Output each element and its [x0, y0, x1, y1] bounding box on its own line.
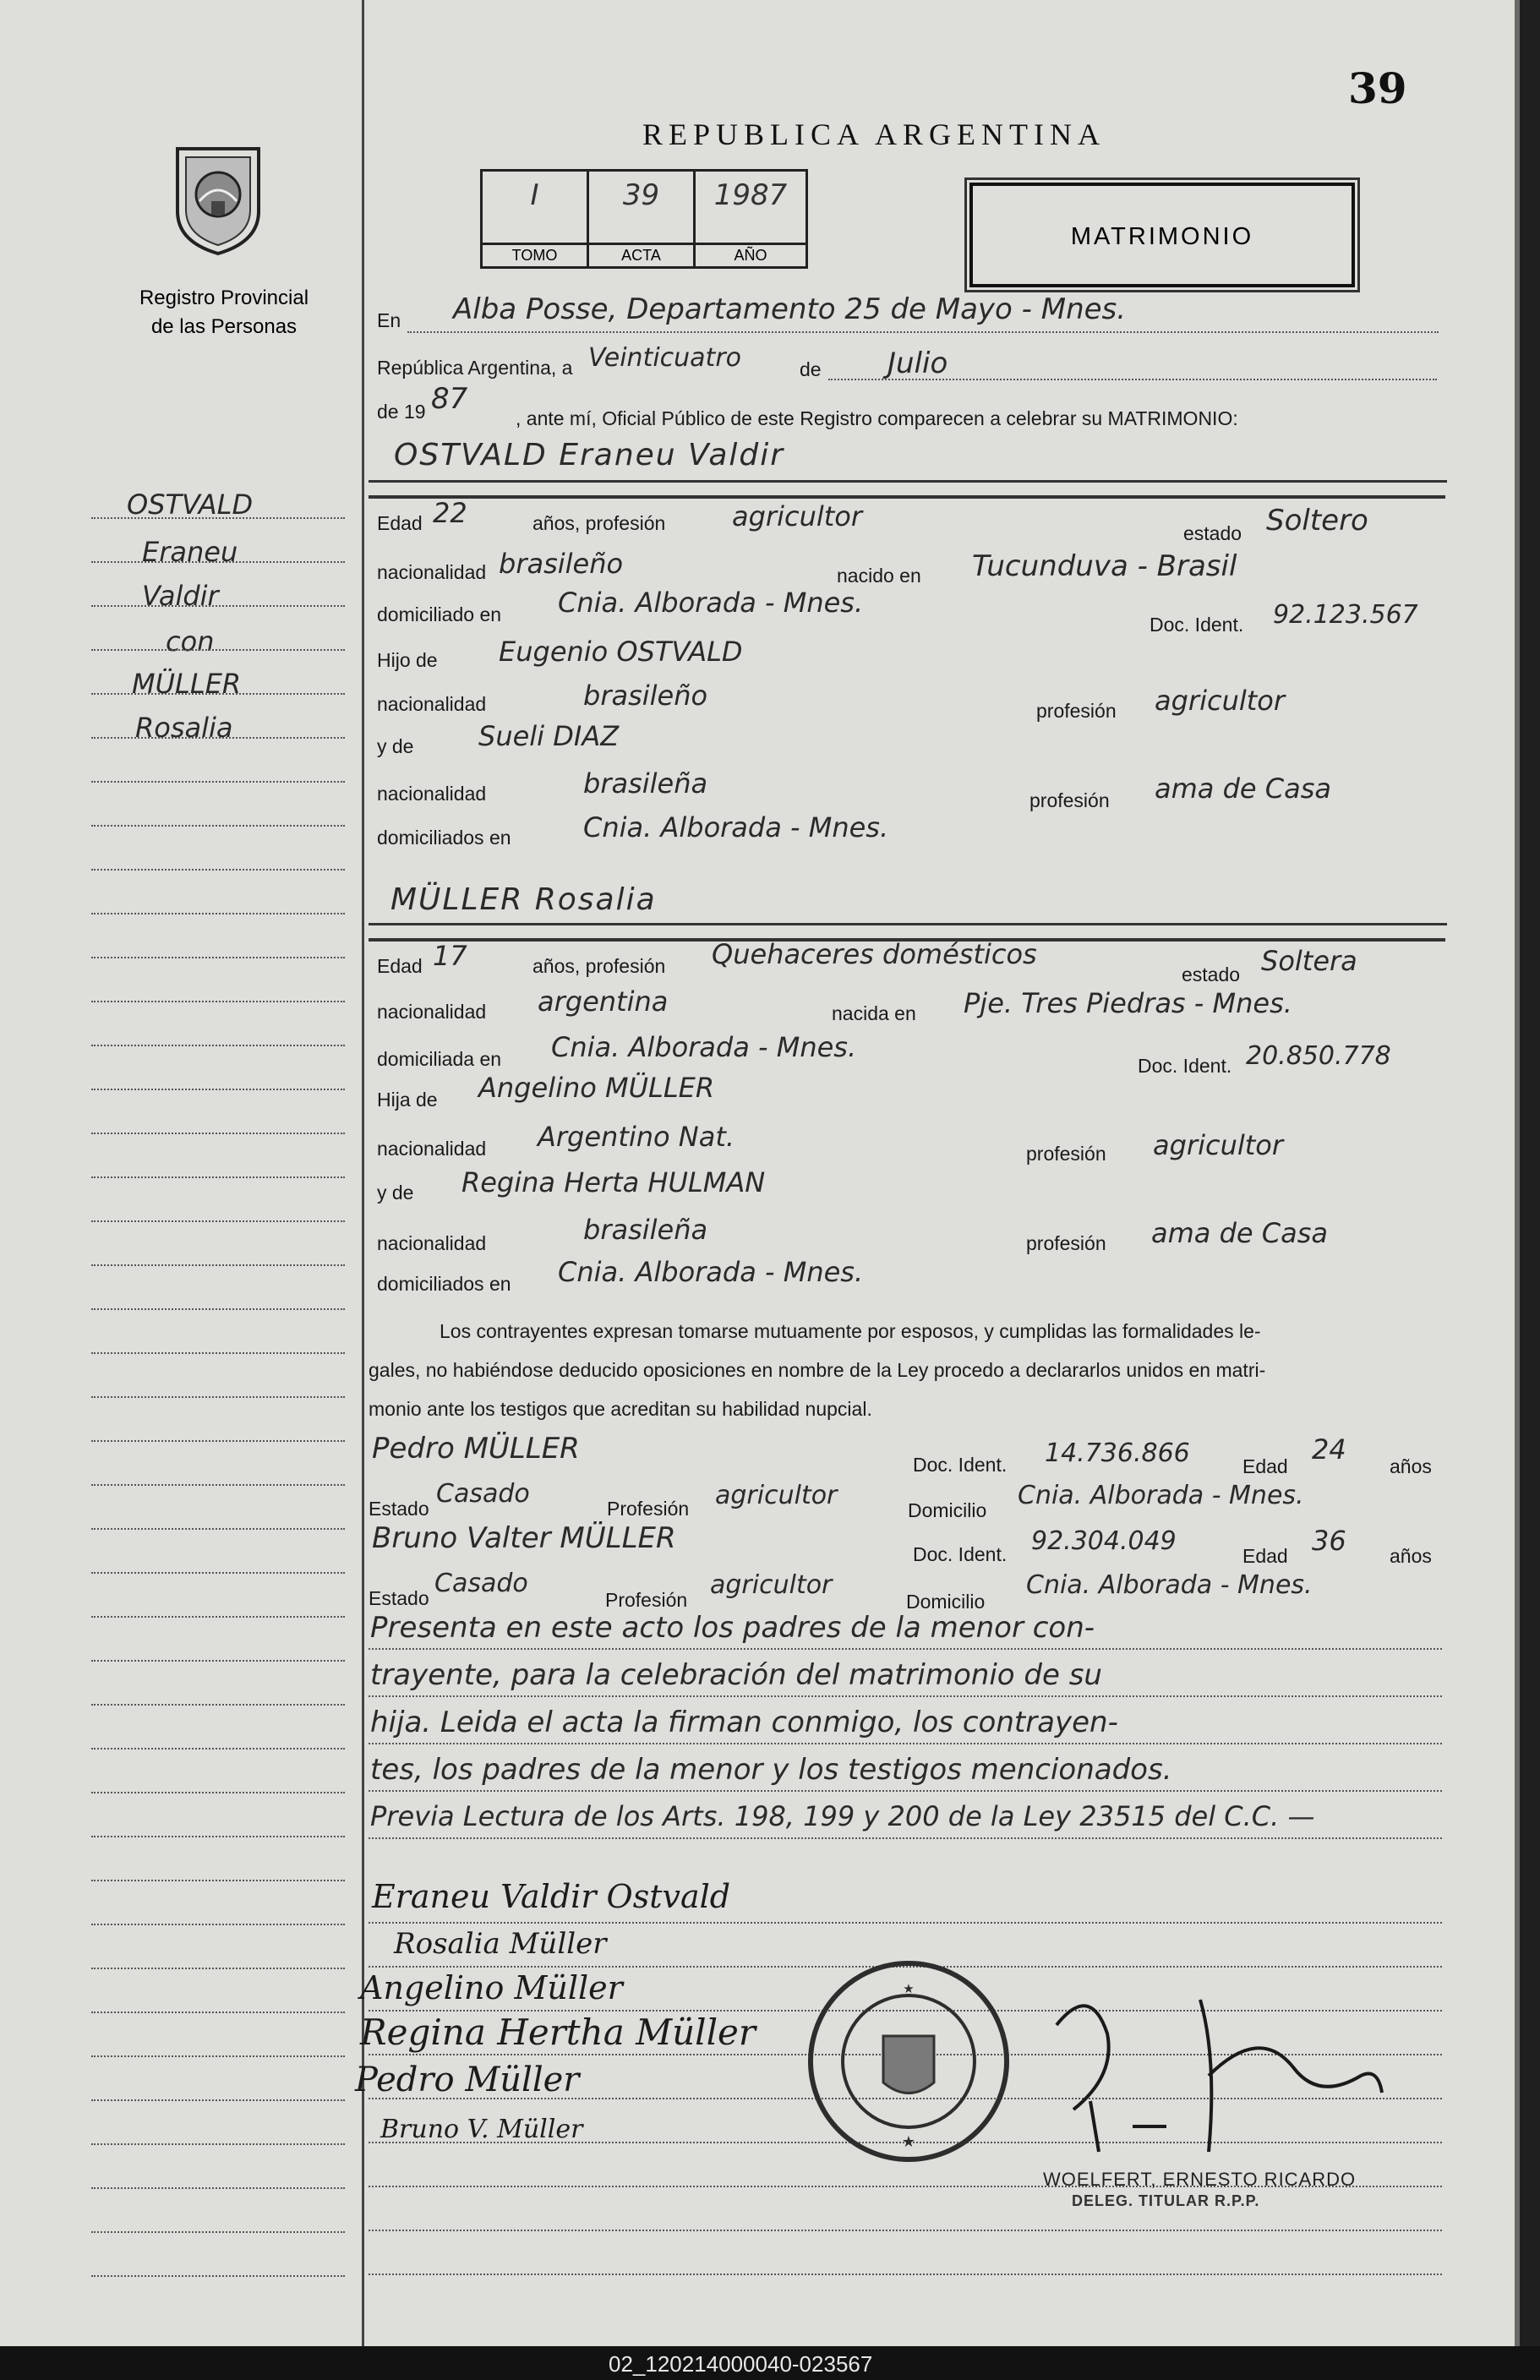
- label-y-de: y de: [377, 735, 414, 757]
- witness-profession: agricultor: [710, 1570, 833, 1600]
- signature-witness-2: Bruno V. Müller: [380, 2115, 583, 2144]
- bride-mother-nationality: brasileña: [583, 1214, 708, 1246]
- signature-groom: Eraneu Valdir Ostvald: [372, 1878, 731, 1915]
- signature-bride-mother: Regina Hertha Müller: [360, 2012, 756, 2053]
- tomo-cell: [483, 172, 589, 266]
- anio-cell: [696, 172, 805, 266]
- acta-cell: [589, 172, 696, 266]
- bride-address: Cnia. Alborada - Mnes.: [551, 1031, 857, 1063]
- witness-age: 24: [1312, 1433, 1346, 1466]
- bride-age: 17: [433, 940, 467, 972]
- label-domicilio: Domicilio: [908, 1499, 987, 1521]
- label-domiciliada: domiciliada en: [377, 1048, 502, 1070]
- note-line: hija. Leida el acta la firman conmigo, los contrayen-: [370, 1706, 1118, 1739]
- label-doc-ident: Doc. Ident.: [913, 1454, 1008, 1476]
- label-nacionalidad-madre: nacionalidad: [377, 1232, 487, 1254]
- page-number: 39: [1348, 63, 1407, 113]
- margin-note-line: Eraneu: [142, 536, 238, 568]
- bride-name: MÜLLER Rosalia: [390, 882, 657, 917]
- bride-doc: 20.850.778: [1246, 1041, 1391, 1071]
- scan-id: 02_120214000040-023567: [609, 2351, 873, 2377]
- label-republica: República Argentina, a: [377, 357, 573, 379]
- groom-mother-profession: ama de Casa: [1155, 772, 1331, 805]
- tomo-label: TOMO: [483, 243, 587, 265]
- bride-birthplace: Pje. Tres Piedras - Mnes.: [964, 987, 1292, 1019]
- label-domiciliados: domiciliados en: [377, 1273, 511, 1295]
- label-estado: Estado: [369, 1587, 429, 1609]
- bride-parents-address: Cnia. Alborada - Mnes.: [558, 1256, 864, 1288]
- margin-note-line: Rosalia: [135, 712, 233, 744]
- groom-profession: agricultor: [732, 500, 863, 532]
- acta-label: ACTA: [589, 243, 693, 265]
- label-profesion: Profesión: [607, 1498, 690, 1520]
- label-nacionalidad-padre: nacionalidad: [377, 693, 487, 715]
- registry-stamp-icon: [803, 1956, 1014, 2167]
- registry-line-2: de las Personas: [150, 315, 298, 338]
- label-nacido-en: nacido en: [837, 565, 921, 587]
- margin-note-line: con: [166, 625, 215, 658]
- witness-doc: 14.736.866: [1045, 1438, 1190, 1468]
- marriage-day: Veinticuatro: [588, 343, 742, 373]
- declaration-line: monio ante los testigos que acreditan su habilidad nupcial.: [369, 1398, 872, 1420]
- registry-line-1: Registro Provincial: [139, 287, 309, 309]
- label-doc-ident: Doc. Ident.: [1138, 1055, 1232, 1077]
- svg-text:★: ★: [901, 2133, 916, 2150]
- label-profesion-madre: profesión: [1026, 1232, 1106, 1254]
- witness-address: Cnia. Alborada - Mnes.: [1018, 1481, 1304, 1510]
- label-profesion-padre: profesión: [1036, 700, 1117, 722]
- label-nacida-en: nacida en: [832, 1002, 916, 1024]
- label-hijo-de: Hijo de: [377, 649, 438, 671]
- label-domiciliados: domiciliados en: [377, 827, 511, 849]
- label-doc-ident: Doc. Ident.: [913, 1543, 1008, 1565]
- label-estado: Estado: [369, 1498, 429, 1520]
- witness-age: 36: [1312, 1525, 1346, 1557]
- marriage-place: Alba Posse, Departamento 25 de Mayo - Mnes.: [453, 292, 1127, 326]
- label-nacionalidad-padre: nacionalidad: [377, 1138, 487, 1160]
- record-number-box: [480, 169, 808, 269]
- marriage-year: 87: [431, 382, 468, 416]
- label-edad: Edad: [1242, 1545, 1288, 1567]
- label-y-de: y de: [377, 1182, 414, 1204]
- officer-name: WOELFERT, ERNESTO RICARDO: [1043, 2169, 1357, 2190]
- label-edad: Edad: [377, 512, 423, 534]
- bride-profession: Quehaceres domésticos: [712, 938, 1037, 970]
- groom-birthplace: Tucunduva - Brasil: [972, 549, 1237, 583]
- groom-nationality: brasileño: [499, 548, 624, 580]
- declaration-line: gales, no habiéndose deducido oposiciones en nombre de la Ley procedo a declararlos unidos en matri-: [369, 1359, 1266, 1381]
- groom-parents-address: Cnia. Alborada - Mnes.: [583, 811, 889, 843]
- note-line: trayente, para la celebración del matrimonio de su: [370, 1658, 1102, 1692]
- groom-father: Eugenio OSTVALD: [499, 636, 743, 668]
- label-anos-profesion: años, profesión: [532, 512, 666, 534]
- label-profesion: Profesión: [605, 1589, 688, 1611]
- note-line: tes, los padres de la menor y los testigos mencionados.: [370, 1753, 1172, 1787]
- label-estado: estado: [1182, 963, 1241, 985]
- registry-name: [110, 284, 338, 341]
- label-domiciliado: domiciliado en: [377, 603, 502, 625]
- label-profesion-madre: profesión: [1029, 789, 1110, 811]
- bride-civil-state: Soltera: [1261, 945, 1357, 977]
- label-nacionalidad: nacionalidad: [377, 1001, 487, 1023]
- label-anos: años: [1390, 1455, 1432, 1477]
- signature-bride: Rosalia Müller: [394, 1927, 607, 1961]
- label-hija-de: Hija de: [377, 1089, 438, 1111]
- groom-father-nationality: brasileño: [583, 680, 708, 712]
- witness-profession: agricultor: [715, 1481, 838, 1510]
- groom-name: OSTVALD Eraneu Valdir: [394, 438, 785, 472]
- bride-mother: Regina Herta HULMAN: [461, 1166, 766, 1198]
- label-anos-profesion: años, profesión: [532, 955, 666, 977]
- witness-state: Casado: [436, 1479, 530, 1509]
- label-doc-ident: Doc. Ident.: [1150, 614, 1244, 636]
- document-type-box: [969, 183, 1355, 287]
- note-line: Previa Lectura de los Arts. 198, 199 y 200 de la Ley 23515 del C.C. —: [370, 1800, 1315, 1832]
- label-domicilio: Domicilio: [906, 1591, 986, 1613]
- tomo-value: I: [530, 178, 539, 212]
- label-edad: Edad: [1242, 1455, 1288, 1477]
- svg-text:★: ★: [903, 1982, 915, 1996]
- label-year-prefix: de 19: [377, 401, 426, 423]
- groom-civil-state: Soltero: [1266, 504, 1368, 538]
- document-type: MATRIMONIO: [1070, 223, 1254, 250]
- signature-witness-1: Pedro Müller: [355, 2061, 580, 2099]
- label-de: de: [800, 358, 822, 380]
- officer-signature-icon: [1040, 1974, 1395, 2169]
- note-line: Presenta en este acto los padres de la menor con-: [370, 1611, 1095, 1645]
- anio-label: AÑO: [696, 243, 805, 265]
- groom-address: Cnia. Alborada - Mnes.: [558, 587, 864, 619]
- bride-father: Angelino MÜLLER: [478, 1072, 715, 1104]
- country-heading: REPUBLICA ARGENTINA: [642, 117, 1106, 151]
- bride-father-nationality: Argentino Nat.: [538, 1121, 735, 1153]
- scan-footer: [0, 2346, 1540, 2380]
- groom-age: 22: [433, 497, 467, 529]
- officer-title: DELEG. TITULAR R.P.P.: [1072, 2192, 1260, 2209]
- groom-mother: Sueli DIAZ: [478, 720, 620, 752]
- signature-bride-father: Angelino Müller: [360, 1969, 623, 2006]
- declaration-line: Los contrayentes expresan tomarse mutuamente por esposos, y cumplidas las formalidades le-: [440, 1320, 1261, 1342]
- label-anos: años: [1390, 1545, 1432, 1567]
- witness-state: Casado: [434, 1569, 528, 1598]
- label-en: En: [377, 309, 401, 331]
- groom-mother-nationality: brasileña: [583, 767, 708, 800]
- marriage-month: Julio: [887, 347, 948, 380]
- label-intro-tail: , ante mí, Oficial Público de este Registro comparecen a celebrar su MATRIMONIO:: [516, 407, 1238, 429]
- groom-father-profession: agricultor: [1155, 685, 1286, 717]
- groom-doc: 92.123.567: [1273, 600, 1418, 630]
- margin-note-line: Valdir: [142, 580, 219, 612]
- label-nacionalidad-madre: nacionalidad: [377, 783, 487, 805]
- label-nacionalidad: nacionalidad: [377, 561, 487, 583]
- margin-note-line: OSTVALD: [127, 489, 254, 521]
- label-edad: Edad: [377, 955, 423, 977]
- acta-value: 39: [622, 178, 660, 212]
- witness-name: Bruno Valter MÜLLER: [372, 1521, 676, 1555]
- witness-address: Cnia. Alborada - Mnes.: [1026, 1570, 1313, 1600]
- province-seal-icon: [169, 142, 267, 257]
- witness-doc: 92.304.049: [1031, 1526, 1177, 1556]
- margin-note-line: MÜLLER: [132, 668, 242, 700]
- bride-mother-profession: ama de Casa: [1151, 1217, 1328, 1249]
- anio-value: 1987: [713, 178, 788, 212]
- bride-father-profession: agricultor: [1153, 1129, 1284, 1161]
- bride-nationality: argentina: [538, 985, 669, 1018]
- label-estado: estado: [1183, 522, 1242, 544]
- label-profesion-padre: profesión: [1026, 1143, 1106, 1165]
- witness-name: Pedro MÜLLER: [372, 1432, 580, 1466]
